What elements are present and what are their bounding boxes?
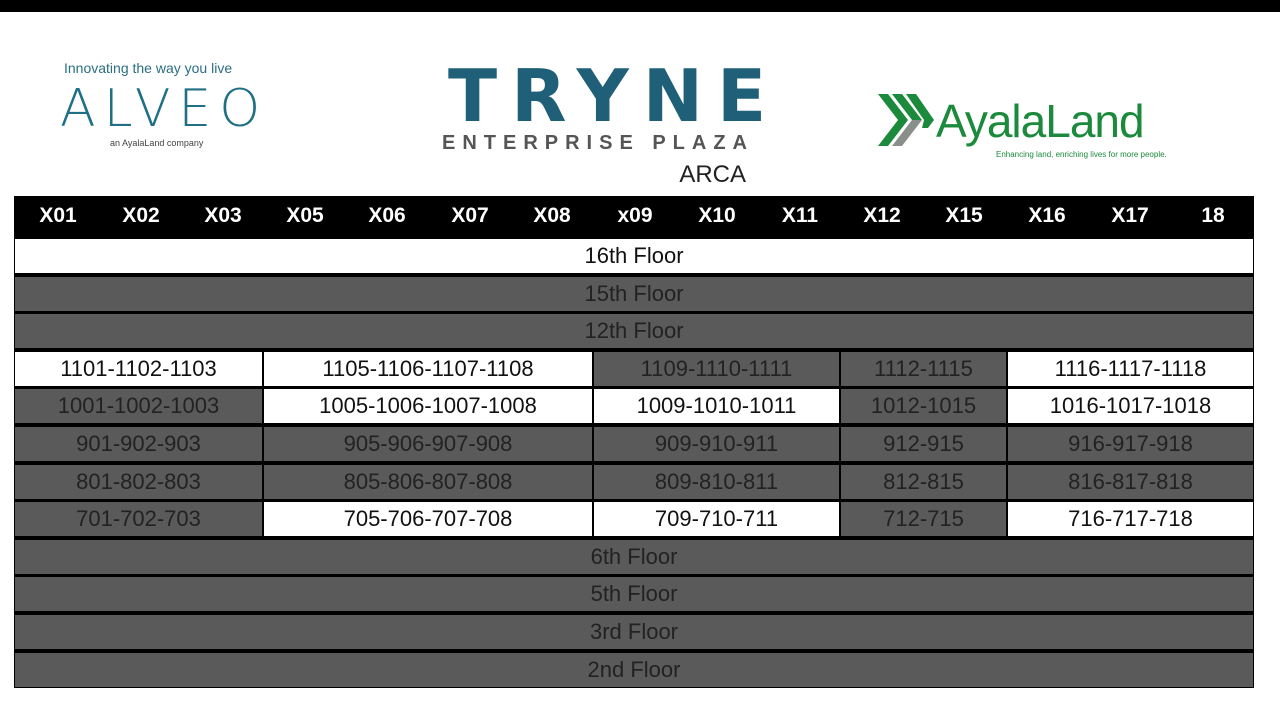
alveo-wordmark: ALVEO — [60, 79, 269, 139]
unit-cell: 805-806-807-808 — [263, 464, 593, 500]
unit-cell: 1009-1010-1011 — [593, 388, 840, 424]
unit-cell: 712-715 — [840, 501, 1007, 537]
floor-row — [14, 614, 1254, 652]
unit-cell: 816-817-818 — [1007, 464, 1254, 500]
unit-cell: 912-915 — [840, 426, 1007, 462]
unit-row — [14, 351, 1254, 389]
unit-row — [14, 501, 1254, 539]
unit-cell: 916-917-918 — [1007, 426, 1254, 462]
unit-column-header: X12 — [863, 204, 901, 227]
unit-cell: 1116-1117-1118 — [1007, 351, 1254, 387]
floor-label: 2nd Floor — [14, 652, 1254, 688]
unit-cell: 701-702-703 — [14, 501, 263, 537]
unit-cell: 1101-1102-1103 — [14, 351, 263, 387]
tryne-wordmark: TRYNE — [448, 54, 781, 138]
unit-column-header: X17 — [1111, 204, 1149, 227]
unit-column-header: X05 — [286, 204, 324, 227]
floor-label: 16th Floor — [14, 238, 1254, 274]
floor-label: 6th Floor — [14, 539, 1254, 575]
unit-cell: 1001-1002-1003 — [14, 388, 263, 424]
floor-label: 3rd Floor — [14, 614, 1254, 650]
unit-cell: 809-810-811 — [593, 464, 840, 500]
floor-row — [14, 652, 1254, 690]
unit-cell: 1012-1015 — [840, 388, 1007, 424]
ayalaland-mark-icon — [878, 94, 936, 146]
floor-row — [14, 313, 1254, 351]
unit-cell: 1112-1115 — [840, 351, 1007, 387]
unit-column-header: X03 — [204, 204, 242, 227]
stacking-plan-table — [14, 196, 1254, 687]
unit-column-header: X10 — [698, 204, 736, 227]
floor-row — [14, 539, 1254, 577]
alveo-tagline: Innovating the way you live — [64, 60, 233, 76]
floor-label: 12th Floor — [14, 313, 1254, 349]
unit-cell: 901-902-903 — [14, 426, 263, 462]
ayalaland-tagline: Enhancing land, enriching lives for more people. — [996, 150, 1167, 159]
unit-column-header: 18 — [1201, 204, 1225, 227]
tryne-logo — [438, 54, 781, 189]
unit-column-header: X16 — [1028, 204, 1066, 227]
unit-column-header: X07 — [451, 204, 489, 227]
unit-cell: 905-906-907-908 — [263, 426, 593, 462]
unit-column-header: X11 — [781, 204, 819, 227]
unit-header-row — [14, 196, 1254, 236]
floor-row — [14, 576, 1254, 614]
unit-cell: 812-815 — [840, 464, 1007, 500]
unit-column-header: x09 — [617, 204, 653, 227]
building-name: ARCA — [679, 161, 746, 188]
unit-cell: 1016-1017-1018 — [1007, 388, 1254, 424]
unit-cell: 1105-1106-1107-1108 — [263, 351, 593, 387]
alveo-subtext: an AyalaLand company — [110, 138, 204, 148]
unit-cell: 716-717-718 — [1007, 501, 1254, 537]
unit-cell: 705-706-707-708 — [263, 501, 593, 537]
unit-cell: 1109-1110-1111 — [593, 351, 840, 387]
tryne-subtitle: ENTERPRISE PLAZA — [441, 132, 755, 154]
unit-column-header: X15 — [945, 204, 983, 227]
unit-row — [14, 426, 1254, 464]
floor-row — [14, 276, 1254, 314]
stacking-plan-sheet — [0, 12, 1280, 703]
floor-label: 5th Floor — [14, 576, 1254, 612]
unit-column-header: X02 — [122, 204, 160, 227]
unit-column-header: X06 — [368, 204, 406, 227]
floor-row — [14, 238, 1254, 276]
floor-label: 15th Floor — [14, 276, 1254, 312]
unit-cell: 909-910-911 — [593, 426, 840, 462]
unit-cell: 1005-1006-1007-1008 — [263, 388, 593, 424]
unit-cell: 801-802-803 — [14, 464, 263, 500]
unit-row — [14, 388, 1254, 426]
unit-column-header: X08 — [533, 204, 571, 227]
ayalaland-wordmark: AyalaLand — [936, 95, 1144, 147]
alveo-logo — [60, 60, 280, 148]
unit-cell: 709-710-711 — [593, 501, 840, 537]
unit-column-header: X01 — [39, 204, 77, 227]
unit-row — [14, 464, 1254, 502]
